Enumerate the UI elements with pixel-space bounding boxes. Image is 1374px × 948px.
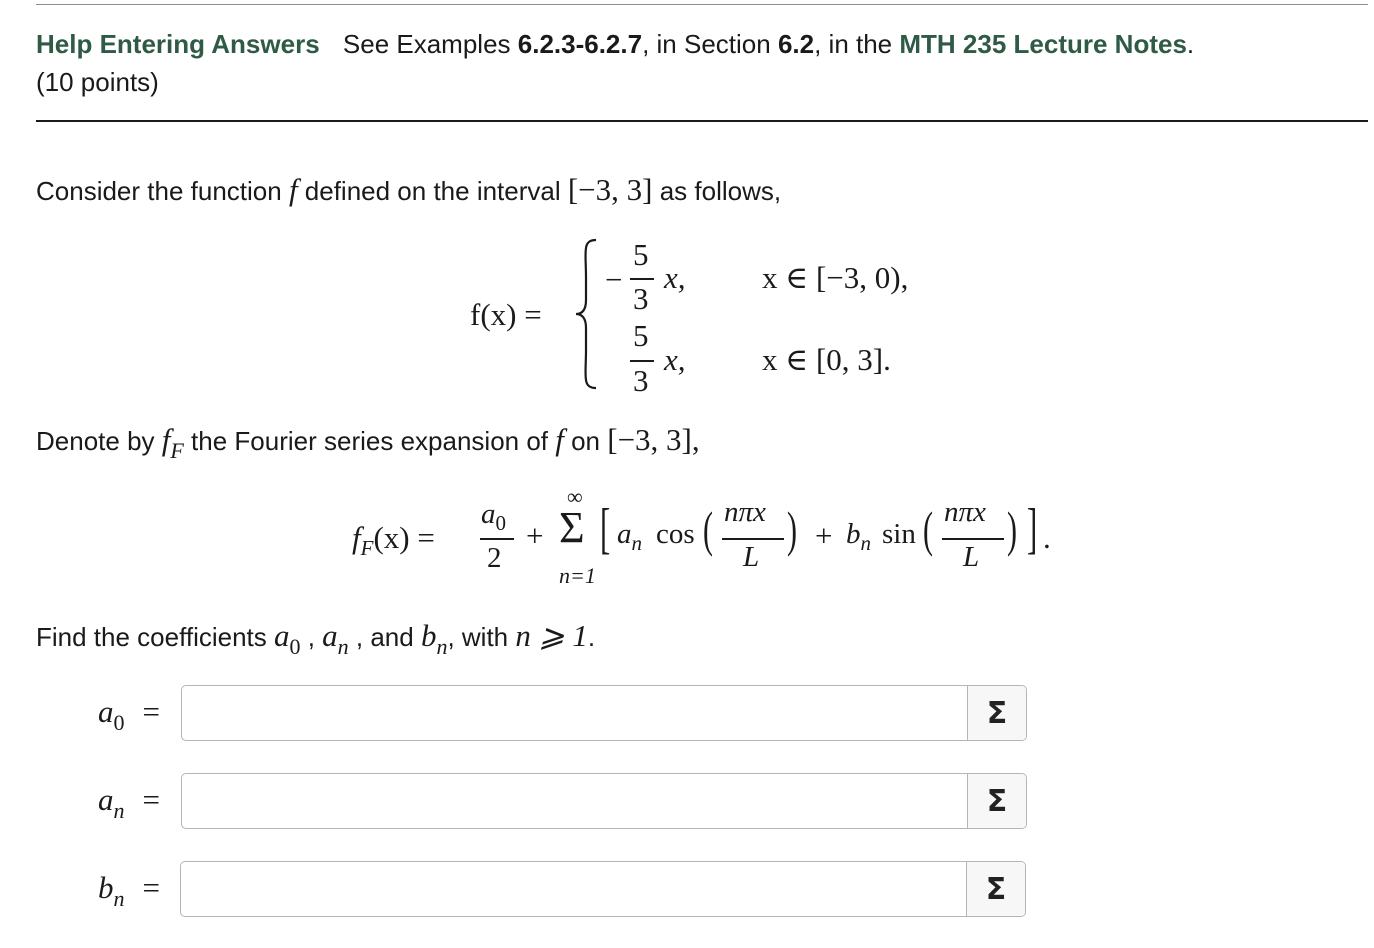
cos-label: cos xyxy=(656,518,695,550)
piece1-condition: x ∈ [−3, 0), xyxy=(762,260,909,295)
fourier-F-subscript: F xyxy=(170,438,184,463)
fourier-f-symbol: f xyxy=(161,422,171,457)
interval: [−3, 3] xyxy=(567,172,653,207)
cos-numerator: nπx xyxy=(724,496,766,528)
piece2-fraction-bar xyxy=(630,360,654,362)
function-symbol: f xyxy=(288,172,298,207)
header-period: . xyxy=(1186,29,1195,59)
top-divider xyxy=(36,4,1368,5)
left-brace xyxy=(574,238,600,390)
bn-answer-field xyxy=(180,861,1026,917)
find-part-a: Find the coefficients xyxy=(36,622,274,652)
denote-part-b: the Fourier series expansion of xyxy=(183,426,556,456)
series-plus-2: + xyxy=(815,518,833,553)
an-answer-field xyxy=(181,773,1027,829)
sin-left-paren: ( xyxy=(923,501,933,557)
bn-input[interactable] xyxy=(181,862,966,916)
intro-part-c: as follows, xyxy=(652,176,782,206)
examples-ref: 6.2.3-6.2.7 xyxy=(517,29,643,59)
sum-upper-limit: ∞ xyxy=(567,484,583,509)
a0-fraction-bar xyxy=(480,538,514,540)
a0-answer-field xyxy=(181,685,1027,741)
piece2-den: 3 xyxy=(633,363,649,398)
function-symbol-2: f xyxy=(555,422,564,457)
find-with: , with xyxy=(447,622,516,652)
sum-symbol: Σ xyxy=(559,503,585,552)
piece1-fraction-bar xyxy=(630,278,654,280)
in-the-text: , in the xyxy=(814,29,900,59)
sin-numerator: nπx xyxy=(944,496,986,528)
sin-denominator: L xyxy=(963,541,980,573)
piece1-sign: − xyxy=(605,262,623,297)
denote-text xyxy=(36,422,700,463)
intro-text xyxy=(36,172,781,208)
problem-header xyxy=(36,25,1346,101)
sum-lower-limit: n=1 xyxy=(559,563,596,588)
bn-label: $b_n$ = xyxy=(98,870,160,911)
piece2-var: x, xyxy=(664,342,686,377)
points-label: (10 points) xyxy=(36,67,159,97)
bn-equation-editor-button[interactable]: Σ xyxy=(966,862,1025,916)
sin-label: sin xyxy=(882,518,916,550)
lecture-notes-link[interactable]: MTH 235 Lecture Notes xyxy=(899,29,1187,59)
intro-part-a: Consider the function xyxy=(36,176,289,206)
piece2-condition: x ∈ [0, 3]. xyxy=(762,342,891,377)
bn-term: $b_n$ xyxy=(846,518,871,555)
intro-part-b: defined on the interval xyxy=(297,176,568,206)
in-section-text: , in Section xyxy=(642,29,778,59)
a0-input[interactable] xyxy=(182,686,967,740)
piece1-num: 5 xyxy=(633,237,649,272)
piece2-num: 5 xyxy=(633,318,649,353)
series-period: . xyxy=(1043,520,1051,555)
cos-fraction-bar xyxy=(722,538,784,540)
denote-interval: [−3, 3], xyxy=(607,422,700,457)
piece1-var: x, xyxy=(664,260,686,295)
sin-fraction-bar xyxy=(942,538,1004,540)
a0-label: $a_0$ = xyxy=(98,694,160,735)
piece1-den: 3 xyxy=(633,281,649,316)
header-divider xyxy=(36,120,1368,122)
an-input[interactable] xyxy=(182,774,967,828)
find-condition: n ⩾ 1 xyxy=(515,618,588,653)
cos-denominator: L xyxy=(743,541,760,573)
an-term: $a_n$ xyxy=(617,518,642,555)
find-text xyxy=(36,618,596,659)
find-comma-2: , and xyxy=(348,622,421,652)
fx-label: f(x) = xyxy=(470,297,542,332)
find-period: . xyxy=(587,622,596,652)
denote-part-a: Denote by xyxy=(36,426,162,456)
find-comma-1: , xyxy=(300,622,323,652)
help-entering-answers-link[interactable]: Help Entering Answers xyxy=(36,29,320,59)
series-lhs: $f_F(x)$ = xyxy=(352,520,435,560)
cos-left-paren: ( xyxy=(703,501,713,557)
find-bn: $b_n$ xyxy=(420,618,448,659)
find-a0: $a_0$ xyxy=(274,618,301,659)
find-an: $a_n$ xyxy=(322,618,349,659)
section-ref: 6.2 xyxy=(777,29,815,59)
series-plus-1: + xyxy=(526,518,544,553)
a0-denominator: 2 xyxy=(487,542,502,574)
sin-right-paren: ) xyxy=(1007,501,1017,557)
an-label: $a_n$ = xyxy=(98,782,160,823)
a0-numerator: $a_0$ xyxy=(481,498,506,535)
left-bracket: [ xyxy=(600,498,611,560)
an-equation-editor-button[interactable]: Σ xyxy=(967,774,1026,828)
a0-equation-editor-button[interactable]: Σ xyxy=(967,686,1026,740)
denote-part-c: on xyxy=(563,426,608,456)
cos-right-paren: ) xyxy=(787,501,797,557)
see-examples-text: See Examples xyxy=(342,29,518,59)
right-bracket: ] xyxy=(1027,498,1038,560)
